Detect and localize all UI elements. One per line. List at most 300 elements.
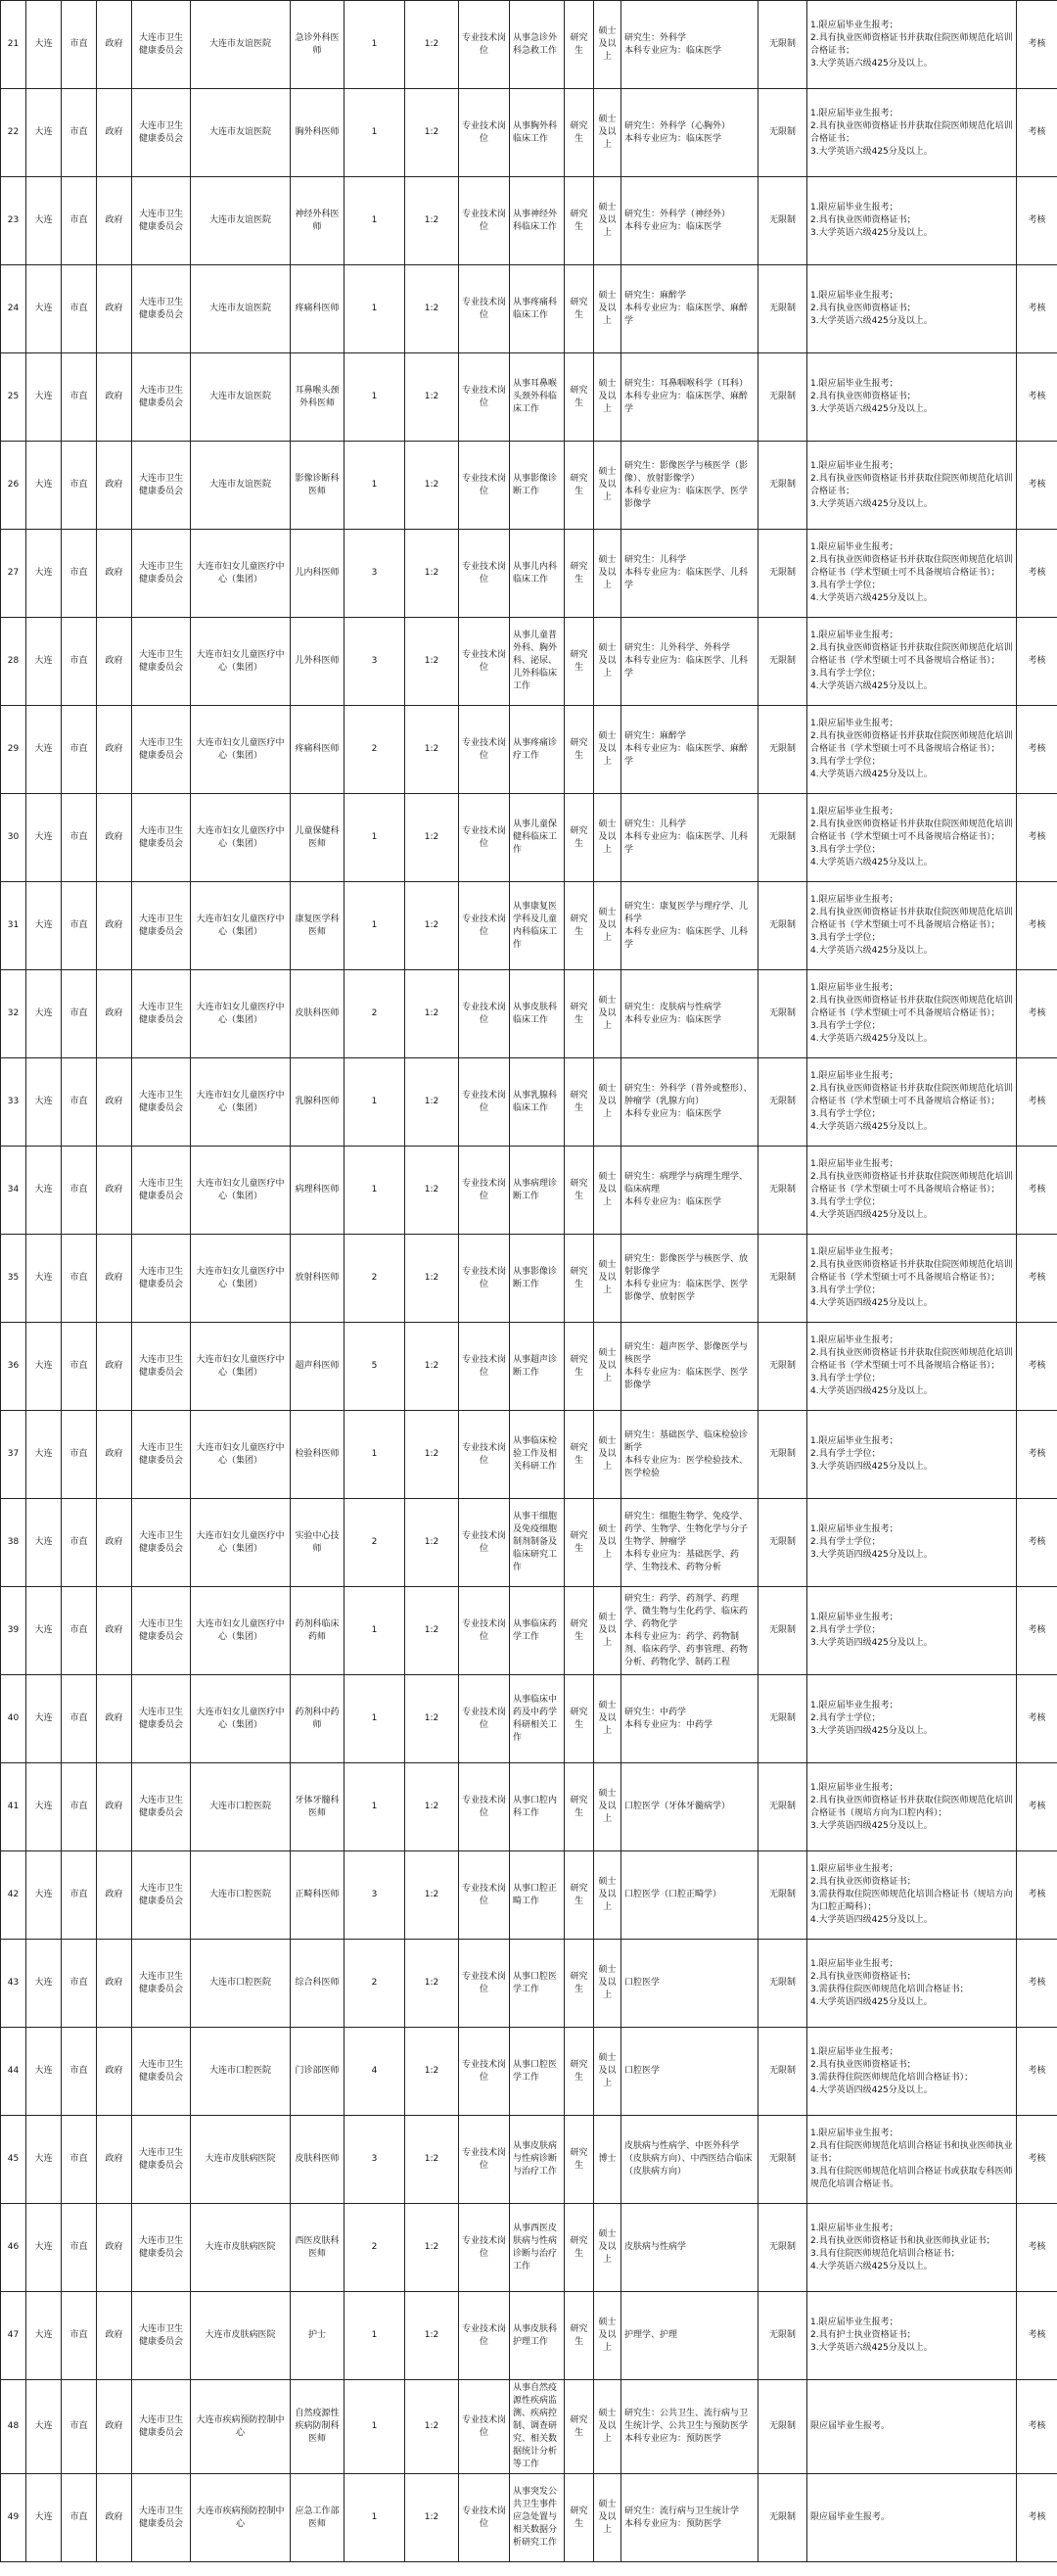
cell-count: 4 [345, 2028, 405, 2116]
cell-post: 疼痛科医师 [291, 265, 345, 353]
cell-duty: 从事康复医学科及儿童内科临床工作 [510, 882, 565, 970]
cell-education: 研究生 [565, 1587, 594, 1675]
cell-major: 研究生：基础医学、临床检验诊断学 本科专业应为：医学检验技术、医学检验 [621, 1411, 758, 1499]
cell-post: 检验科医师 [291, 1411, 345, 1499]
cell-limit: 无限制 [758, 1675, 807, 1763]
cell-dept: 大连市卫生健康委员会 [132, 2292, 191, 2380]
cell-type: 政府 [97, 1940, 132, 2028]
cell-education: 研究生 [565, 2204, 594, 2292]
cell-level: 市直 [62, 2380, 97, 2474]
cell-method: 考核 [1017, 1851, 1057, 1940]
cell-requirements: 1.限应届毕业生报考； 2.具有学士学位； 3.大学英语四级425分及以上。 [807, 1587, 1017, 1675]
cell-method: 考核 [1017, 2028, 1057, 2116]
cell-ratio: 1:2 [405, 882, 459, 970]
cell-city: 大连 [26, 618, 62, 706]
cell-education: 研究生 [565, 353, 594, 442]
cell-count: 1 [345, 177, 405, 265]
cell-level: 市直 [62, 882, 97, 970]
cell-level: 市直 [62, 794, 97, 882]
cell-category: 专业技术岗位 [459, 1675, 510, 1763]
cell-level: 市直 [62, 89, 97, 177]
cell-education: 研究生 [565, 970, 594, 1058]
cell-limit: 无限制 [758, 1147, 807, 1235]
cell-major: 研究生：麻醉学 本科专业应为：临床医学、麻醉学 [621, 265, 758, 353]
cell-level: 市直 [62, 1587, 97, 1675]
cell-ratio: 1:2 [405, 530, 459, 618]
cell-unit: 大连市口腔医院 [191, 1940, 291, 2028]
cell-requirements: 1.限应届毕业生报考； 2.具有执业医师资格证书并获取住院医师规范化培训合格证书（学术型硕士可不具备规培合格证书）； 3.具有学士学位； 4.大学英语六级425分及以上。 [807, 970, 1017, 1058]
cell-method: 考核 [1017, 265, 1057, 353]
cell-city: 大连 [26, 353, 62, 442]
cell-count: 2 [345, 1499, 405, 1587]
cell-duty: 从事临床检验工作及相关科研工作 [510, 1411, 565, 1499]
cell-city: 大连 [26, 1675, 62, 1763]
cell-degree: 硕士及以上 [594, 442, 621, 530]
cell-ratio: 1:2 [405, 2292, 459, 2380]
cell-no: 32 [1, 970, 26, 1058]
table-row [1, 177, 1057, 265]
cell-duty: 从事西医皮肤病与性病诊断与治疗工作 [510, 2204, 565, 2292]
cell-education: 研究生 [565, 89, 594, 177]
cell-level: 市直 [62, 1235, 97, 1323]
cell-category: 专业技术岗位 [459, 1323, 510, 1411]
cell-ratio: 1:2 [405, 89, 459, 177]
cell-limit: 无限制 [758, 89, 807, 177]
cell-post: 药剂科临床药师 [291, 1587, 345, 1675]
cell-method: 考核 [1017, 1940, 1057, 2028]
cell-no: 33 [1, 1058, 26, 1147]
cell-major: 口腔医学 [621, 1940, 758, 2028]
cell-city: 大连 [26, 1235, 62, 1323]
cell-duty: 从事胸外科临床工作 [510, 89, 565, 177]
cell-post: 儿外科医师 [291, 618, 345, 706]
cell-post: 神经外科医师 [291, 177, 345, 265]
cell-ratio: 1:2 [405, 1058, 459, 1147]
cell-category: 专业技术岗位 [459, 970, 510, 1058]
cell-post: 应急工作部医师 [291, 2474, 345, 2562]
table-row [1, 1235, 1057, 1323]
table-row [1, 2292, 1057, 2380]
cell-no: 28 [1, 618, 26, 706]
cell-count: 1 [345, 442, 405, 530]
cell-type: 政府 [97, 177, 132, 265]
cell-method: 考核 [1017, 1323, 1057, 1411]
cell-degree: 硕士及以上 [594, 1058, 621, 1147]
cell-limit: 无限制 [758, 2380, 807, 2474]
cell-level: 市直 [62, 2204, 97, 2292]
cell-no: 29 [1, 706, 26, 794]
cell-dept: 大连市卫生健康委员会 [132, 1940, 191, 2028]
cell-requirements: 1.限应届毕业生报考； 2.具有执业医师资格证书和执业医师执业证书； 3.具有住院医师规范化培训合格证书； 4.大学英语六级425分及以上。 [807, 2204, 1017, 2292]
cell-no: 30 [1, 794, 26, 882]
cell-level: 市直 [62, 1147, 97, 1235]
cell-dept: 大连市卫生健康委员会 [132, 1411, 191, 1499]
cell-city: 大连 [26, 2028, 62, 2116]
cell-post: 西医皮肤科医师 [291, 2204, 345, 2292]
cell-limit: 无限制 [758, 1058, 807, 1147]
cell-unit: 大连市皮肤病医院 [191, 2204, 291, 2292]
cell-requirements: 1.限应届毕业生报考； 2.具有执业医师资格证书并获取住院医师规范化培训合格证书； 3.大学英语六级425分及以上。 [807, 1, 1017, 89]
cell-count: 1 [345, 1058, 405, 1147]
cell-requirements: 1.限应届毕业生报考； 2.具有学士学位； 3.大学英语四级425分及以上。 [807, 1675, 1017, 1763]
cell-level: 市直 [62, 2028, 97, 2116]
cell-unit: 大连市皮肤病医院 [191, 2116, 291, 2204]
cell-degree: 硕士及以上 [594, 1587, 621, 1675]
cell-ratio: 1:2 [405, 177, 459, 265]
cell-major: 研究生：细胞生物学、免疫学、药学、生物学、生物化学与分子生物学、肿瘤学 本科专业应为：基础医学、药学、生物技术、药物分析 [621, 1499, 758, 1587]
cell-requirements: 1.限应届毕业生报考； 2.具有执业医师资格证书并获取住院医师规范化培训合格证书（学术型硕士可不具备规培合格证书）； 3.具有学士学位； 4.大学英语六级425分及以上。 [807, 794, 1017, 882]
table-row [1, 265, 1057, 353]
cell-duty: 从事皮肤科临床工作 [510, 970, 565, 1058]
cell-ratio: 1:2 [405, 794, 459, 882]
cell-duty: 从事耳鼻喉头颈外科临床工作 [510, 353, 565, 442]
cell-ratio: 1:2 [405, 1675, 459, 1763]
cell-category: 专业技术岗位 [459, 442, 510, 530]
cell-limit: 无限制 [758, 1587, 807, 1675]
cell-unit: 大连市疾病预防控制中心 [191, 2380, 291, 2474]
cell-duty: 从事儿内科临床工作 [510, 530, 565, 618]
cell-type: 政府 [97, 882, 132, 970]
cell-unit: 大连市妇女儿童医疗中心（集团） [191, 794, 291, 882]
cell-dept: 大连市卫生健康委员会 [132, 1499, 191, 1587]
cell-dept: 大连市卫生健康委员会 [132, 1323, 191, 1411]
cell-degree: 硕士及以上 [594, 794, 621, 882]
cell-limit: 无限制 [758, 1763, 807, 1851]
cell-degree: 硕士及以上 [594, 706, 621, 794]
cell-type: 政府 [97, 2474, 132, 2562]
cell-post: 疼痛科医师 [291, 706, 345, 794]
cell-dept: 大连市卫生健康委员会 [132, 1147, 191, 1235]
cell-no: 42 [1, 1851, 26, 1940]
cell-requirements: 1.限应届毕业生报考； 2.具有执业医师资格证书并获取住院医师规范化培训合格证书（学术型硕士可不具备规培合格证书）； 3.具有学士学位； 4.大学英语六级425分及以上。 [807, 530, 1017, 618]
cell-count: 1 [345, 1675, 405, 1763]
cell-method: 考核 [1017, 1058, 1057, 1147]
table-row [1, 1587, 1057, 1675]
cell-duty: 从事口腔医学工作 [510, 2028, 565, 2116]
cell-type: 政府 [97, 1323, 132, 1411]
cell-degree: 硕士及以上 [594, 177, 621, 265]
cell-dept: 大连市卫生健康委员会 [132, 1, 191, 89]
cell-requirements: 1.限应届毕业生报考； 2.具有执业医师资格证书并获取住院医师规范化培训合格证书； 3.大学英语六级425分及以上。 [807, 89, 1017, 177]
cell-no: 46 [1, 2204, 26, 2292]
cell-major: 研究生：药学、药剂学、药理学、微生物与生化药学、临床药学、药物化学 本科专业应为：药学、药物制剂、临床药学、药事管理、药物分析、药物化学、制药工程 [621, 1587, 758, 1675]
cell-type: 政府 [97, 2116, 132, 2204]
cell-count: 1 [345, 1587, 405, 1675]
cell-unit: 大连市友谊医院 [191, 177, 291, 265]
cell-no: 38 [1, 1499, 26, 1587]
cell-unit: 大连市皮肤病医院 [191, 2292, 291, 2380]
cell-city: 大连 [26, 442, 62, 530]
cell-dept: 大连市卫生健康委员会 [132, 89, 191, 177]
cell-limit: 无限制 [758, 882, 807, 970]
cell-city: 大连 [26, 706, 62, 794]
cell-limit: 无限制 [758, 618, 807, 706]
cell-unit: 大连市疾病预防控制中心 [191, 2474, 291, 2562]
cell-unit: 大连市友谊医院 [191, 89, 291, 177]
cell-category: 专业技术岗位 [459, 882, 510, 970]
cell-method: 考核 [1017, 882, 1057, 970]
cell-post: 门诊部医师 [291, 2028, 345, 2116]
cell-method: 考核 [1017, 2204, 1057, 2292]
cell-education: 研究生 [565, 1763, 594, 1851]
cell-no: 47 [1, 2292, 26, 2380]
cell-no: 43 [1, 1940, 26, 2028]
cell-duty: 从事干细胞及免疫细胞制剂制备及临床研究工作 [510, 1499, 565, 1587]
cell-level: 市直 [62, 2292, 97, 2380]
cell-unit: 大连市妇女儿童医疗中心（集团） [191, 1499, 291, 1587]
cell-post: 胸外科医师 [291, 89, 345, 177]
cell-type: 政府 [97, 1147, 132, 1235]
cell-education: 研究生 [565, 2474, 594, 2562]
cell-post: 自然疫源性疾病防制科医师 [291, 2380, 345, 2474]
cell-requirements: 1.限应届毕业生报考； 2.具有住院医师规范化培训合格证书和执业医师执业证书； 3.具有住院医师规范化培训合格证书或获取专科医师规范化培训合格证书。 [807, 2116, 1017, 2204]
cell-count: 1 [345, 1147, 405, 1235]
cell-unit: 大连市妇女儿童医疗中心（集团） [191, 1147, 291, 1235]
cell-degree: 硕士及以上 [594, 1411, 621, 1499]
cell-no: 21 [1, 1, 26, 89]
cell-degree: 硕士及以上 [594, 882, 621, 970]
cell-post: 综合科医师 [291, 1940, 345, 2028]
table-row [1, 353, 1057, 442]
cell-major: 研究生：外科学（心胸外） 本科专业应为：临床医学 [621, 89, 758, 177]
cell-limit: 无限制 [758, 1235, 807, 1323]
cell-category: 专业技术岗位 [459, 1851, 510, 1940]
cell-requirements: 1.限应届毕业生报考； 2.具有执业医师资格证书并获取住院医师规范化培训合格证书（学术型硕士可不具备规培合格证书）； 3.具有学士学位； 4.大学英语四级425分及以上。 [807, 1323, 1017, 1411]
cell-method: 考核 [1017, 442, 1057, 530]
cell-category: 专业技术岗位 [459, 1235, 510, 1323]
cell-method: 考核 [1017, 1675, 1057, 1763]
cell-type: 政府 [97, 2028, 132, 2116]
cell-level: 市直 [62, 177, 97, 265]
cell-dept: 大连市卫生健康委员会 [132, 2380, 191, 2474]
cell-type: 政府 [97, 970, 132, 1058]
cell-education: 研究生 [565, 442, 594, 530]
cell-count: 1 [345, 265, 405, 353]
cell-education: 研究生 [565, 2292, 594, 2380]
cell-ratio: 1:2 [405, 442, 459, 530]
cell-count: 5 [345, 1323, 405, 1411]
cell-dept: 大连市卫生健康委员会 [132, 2028, 191, 2116]
cell-limit: 无限制 [758, 442, 807, 530]
cell-count: 1 [345, 882, 405, 970]
cell-city: 大连 [26, 1147, 62, 1235]
cell-post: 影像诊断科医师 [291, 442, 345, 530]
cell-category: 专业技术岗位 [459, 794, 510, 882]
cell-education: 研究生 [565, 2028, 594, 2116]
table-row [1, 1675, 1057, 1763]
cell-limit: 无限制 [758, 353, 807, 442]
cell-count: 1 [345, 353, 405, 442]
cell-dept: 大连市卫生健康委员会 [132, 2116, 191, 2204]
cell-major: 研究生：外科学（普外或整形）、肿瘤学（乳腺方向） 本科专业应为：临床医学 [621, 1058, 758, 1147]
cell-city: 大连 [26, 89, 62, 177]
cell-degree: 硕士及以上 [594, 2204, 621, 2292]
cell-major: 研究生：外科学 本科专业应为：临床医学 [621, 1, 758, 89]
cell-method: 考核 [1017, 1499, 1057, 1587]
cell-dept: 大连市卫生健康委员会 [132, 530, 191, 618]
cell-limit: 无限制 [758, 177, 807, 265]
cell-dept: 大连市卫生健康委员会 [132, 1058, 191, 1147]
table-row [1, 442, 1057, 530]
cell-post: 急诊外科医师 [291, 1, 345, 89]
cell-type: 政府 [97, 353, 132, 442]
cell-requirements: 1.限应届毕业生报考； 2.具有执业医师资格证书并获取住院医师规范化培训合格证书（学术型硕士可不具备规培合格证书）； 3.具有学士学位； 4.大学英语六级425分及以上。 [807, 706, 1017, 794]
cell-requirements: 1.限应届毕业生报考； 2.具有执业医师资格证书； 3.大学英语六级425分及以上。 [807, 353, 1017, 442]
cell-ratio: 1:2 [405, 618, 459, 706]
cell-level: 市直 [62, 618, 97, 706]
cell-requirements: 1.限应届毕业生报考； 2.具有执业医师资格证书； 3.大学英语六级425分及以上。 [807, 265, 1017, 353]
cell-major: 口腔医学（口腔正畸学） [621, 1851, 758, 1940]
cell-major: 研究生：超声医学、影像医学与核医学 本科专业应为：临床医学、医学影像学 [621, 1323, 758, 1411]
cell-education: 研究生 [565, 1851, 594, 1940]
cell-no: 36 [1, 1323, 26, 1411]
cell-category: 专业技术岗位 [459, 2474, 510, 2562]
cell-type: 政府 [97, 1587, 132, 1675]
cell-degree: 硕士及以上 [594, 618, 621, 706]
cell-unit: 大连市友谊医院 [191, 1, 291, 89]
cell-duty: 从事急诊外科急救工作 [510, 1, 565, 89]
cell-degree: 硕士及以上 [594, 265, 621, 353]
cell-category: 专业技术岗位 [459, 1499, 510, 1587]
cell-no: 27 [1, 530, 26, 618]
cell-city: 大连 [26, 1411, 62, 1499]
cell-major: 研究生：儿外科学、外科学 本科专业应为：临床医学、儿科学 [621, 618, 758, 706]
cell-method: 考核 [1017, 1, 1057, 89]
cell-requirements: 1.限应届毕业生报考； 2.具有执业医师资格证书； 3.大学英语六级425分及以上。 [807, 177, 1017, 265]
cell-count: 1 [345, 794, 405, 882]
cell-unit: 大连市妇女儿童医疗中心（集团） [191, 706, 291, 794]
cell-level: 市直 [62, 1940, 97, 2028]
table-row [1, 530, 1057, 618]
cell-count: 1 [345, 2380, 405, 2474]
cell-level: 市直 [62, 265, 97, 353]
cell-ratio: 1:2 [405, 1323, 459, 1411]
cell-requirements: 1.限应届毕业生报考； 2.具有执业医师资格证书； 3.需获得住院医师规范化培训合格证书）； 4.大学英语四级425分及以上。 [807, 2028, 1017, 2116]
cell-limit: 无限制 [758, 2204, 807, 2292]
cell-city: 大连 [26, 2116, 62, 2204]
cell-category: 专业技术岗位 [459, 2292, 510, 2380]
cell-post: 耳鼻喉头颈外科医师 [291, 353, 345, 442]
cell-type: 政府 [97, 794, 132, 882]
cell-city: 大连 [26, 1, 62, 89]
cell-category: 专业技术岗位 [459, 265, 510, 353]
cell-duty: 从事皮肤科护理工作 [510, 2292, 565, 2380]
cell-method: 考核 [1017, 2292, 1057, 2380]
cell-unit: 大连市口腔医院 [191, 2028, 291, 2116]
table-row [1, 1147, 1057, 1235]
cell-major: 口腔医学 [621, 2028, 758, 2116]
cell-type: 政府 [97, 1, 132, 89]
cell-ratio: 1:2 [405, 1147, 459, 1235]
cell-requirements: 1.限应届毕业生报考； 2.具有学士学位； 3.大学英语四级425分及以上。 [807, 1411, 1017, 1499]
cell-dept: 大连市卫生健康委员会 [132, 1675, 191, 1763]
cell-level: 市直 [62, 2474, 97, 2562]
cell-category: 专业技术岗位 [459, 89, 510, 177]
cell-category: 专业技术岗位 [459, 353, 510, 442]
cell-category: 专业技术岗位 [459, 618, 510, 706]
table-row [1, 1763, 1057, 1851]
cell-education: 研究生 [565, 1323, 594, 1411]
cell-type: 政府 [97, 1851, 132, 1940]
cell-major: 护理学、护理 [621, 2292, 758, 2380]
cell-limit: 无限制 [758, 970, 807, 1058]
cell-no: 45 [1, 2116, 26, 2204]
cell-category: 专业技术岗位 [459, 2204, 510, 2292]
cell-city: 大连 [26, 1851, 62, 1940]
cell-unit: 大连市口腔医院 [191, 1763, 291, 1851]
cell-dept: 大连市卫生健康委员会 [132, 794, 191, 882]
table-row [1, 1, 1057, 89]
cell-no: 44 [1, 2028, 26, 2116]
cell-category: 专业技术岗位 [459, 177, 510, 265]
cell-no: 35 [1, 1235, 26, 1323]
cell-type: 政府 [97, 89, 132, 177]
cell-type: 政府 [97, 706, 132, 794]
cell-level: 市直 [62, 1058, 97, 1147]
cell-major: 研究生：儿科学 本科专业应为：临床医学、儿科学 [621, 794, 758, 882]
cell-post: 实验中心技师 [291, 1499, 345, 1587]
cell-method: 考核 [1017, 1411, 1057, 1499]
cell-ratio: 1:2 [405, 1587, 459, 1675]
cell-duty: 从事口腔正畸工作 [510, 1851, 565, 1940]
cell-degree: 硕士及以上 [594, 353, 621, 442]
cell-limit: 无限制 [758, 1411, 807, 1499]
cell-method: 考核 [1017, 1587, 1057, 1675]
cell-city: 大连 [26, 1499, 62, 1587]
cell-dept: 大连市卫生健康委员会 [132, 1763, 191, 1851]
cell-count: 2 [345, 706, 405, 794]
cell-major: 口腔医学（牙体牙髓病学） [621, 1763, 758, 1851]
table-row [1, 706, 1057, 794]
cell-degree: 硕士及以上 [594, 1763, 621, 1851]
cell-method: 考核 [1017, 1235, 1057, 1323]
cell-limit: 无限制 [758, 1851, 807, 1940]
cell-education: 研究生 [565, 794, 594, 882]
cell-post: 儿童保健科医师 [291, 794, 345, 882]
cell-count: 2 [345, 1940, 405, 2028]
cell-type: 政府 [97, 1235, 132, 1323]
cell-city: 大连 [26, 2204, 62, 2292]
cell-dept: 大连市卫生健康委员会 [132, 2204, 191, 2292]
cell-level: 市直 [62, 530, 97, 618]
cell-limit: 无限制 [758, 794, 807, 882]
cell-ratio: 1:2 [405, 1940, 459, 2028]
cell-major: 研究生：中药学 本科专业应为：中药学 [621, 1675, 758, 1763]
table-row [1, 89, 1057, 177]
cell-method: 考核 [1017, 177, 1057, 265]
cell-degree: 硕士及以上 [594, 530, 621, 618]
cell-duty: 从事突发公共卫生事件应急处置与相关数据分析研究工作 [510, 2474, 565, 2562]
cell-dept: 大连市卫生健康委员会 [132, 618, 191, 706]
cell-post: 乳腺科医师 [291, 1058, 345, 1147]
cell-no: 26 [1, 442, 26, 530]
cell-requirements: 1.限应届毕业生报考； 2.具有执业医师资格证书并获取住院医师规范化培训合格证书（学术型硕士可不具备规培合格证书）； 3.具有学士学位； 4.大学英语四级425分及以上。 [807, 1147, 1017, 1235]
table-row [1, 970, 1057, 1058]
cell-limit: 无限制 [758, 2116, 807, 2204]
cell-education: 研究生 [565, 706, 594, 794]
cell-requirements: 1.限应届毕业生报考； 2.具有执业医师资格证书并获取住院医师规范化培训合格证书； 3.大学英语六级425分及以上。 [807, 442, 1017, 530]
cell-city: 大连 [26, 2474, 62, 2562]
cell-post: 超声科医师 [291, 1323, 345, 1411]
cell-method: 考核 [1017, 706, 1057, 794]
cell-city: 大连 [26, 177, 62, 265]
cell-level: 市直 [62, 1411, 97, 1499]
cell-level: 市直 [62, 1763, 97, 1851]
cell-limit: 无限制 [758, 2474, 807, 2562]
cell-limit: 无限制 [758, 1940, 807, 2028]
cell-requirements: 1.限应届毕业生报考； 2.具有执业医师资格证书并获取住院医师规范化培训合格证书（学术型硕士可不具备规培合格证书）； 3.具有学士学位； 4.大学英语四级425分及以上。 [807, 1235, 1017, 1323]
cell-count: 1 [345, 2474, 405, 2562]
